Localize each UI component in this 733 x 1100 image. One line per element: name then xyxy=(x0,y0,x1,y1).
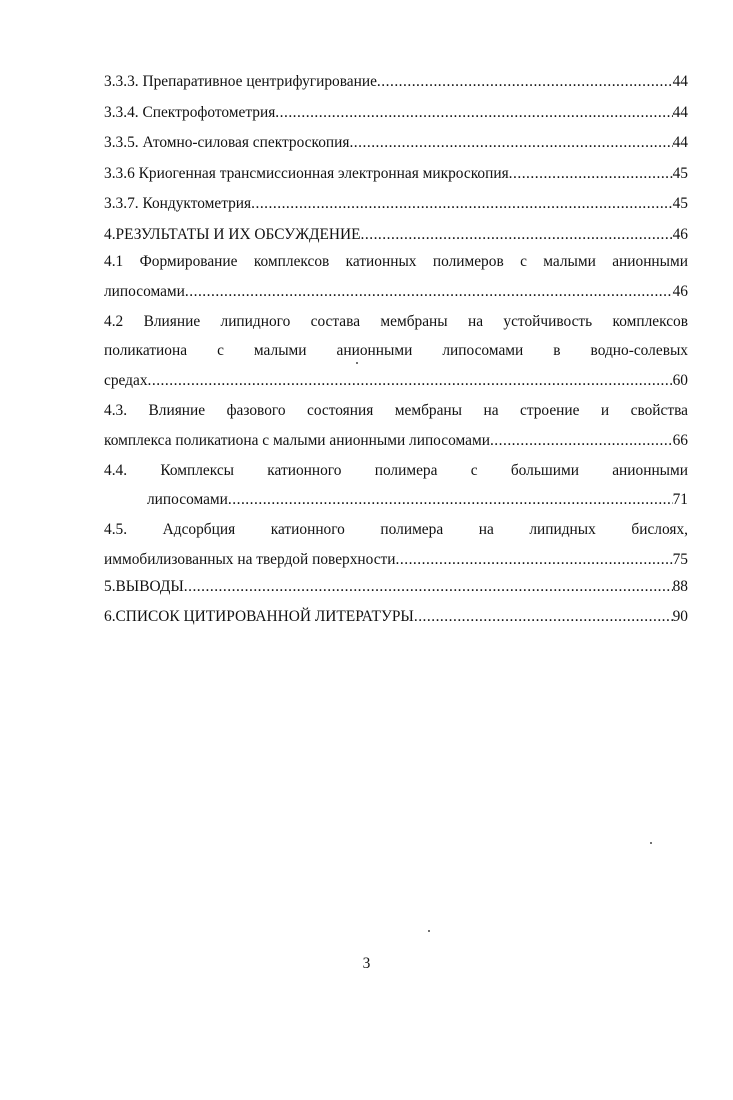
toc-entry-page: 45 xyxy=(672,195,688,212)
leader-dots xyxy=(414,605,673,630)
leader-dots xyxy=(396,545,673,575)
toc-entry-page: 66 xyxy=(672,431,688,449)
toc-entry-title: 4.РЕЗУЛЬТАТЫ И ИХ ОБСУЖДЕНИЕ xyxy=(104,225,361,243)
toc-entry-page: 60 xyxy=(672,372,688,390)
toc-entry-4-4-line1: 4.4. Комплексы катионного полимера с большими анионными xyxy=(104,461,688,479)
toc-entry-title-cont: липосомами xyxy=(104,282,185,300)
leader-dots xyxy=(361,223,673,248)
page-number: 3 xyxy=(362,955,371,972)
toc-entry-page: 44 xyxy=(672,103,688,121)
toc-entry-4-4-line2 xyxy=(104,485,688,515)
toc-entry-title: 3.3.4. Спектрофотометрия xyxy=(104,103,276,121)
toc-entry-title-cont: средах xyxy=(104,372,148,390)
toc-entry-page: 45 xyxy=(672,164,688,182)
scan-speck xyxy=(356,362,358,364)
toc-entry-3-3-5 xyxy=(104,131,688,156)
toc-entry-title-cont: иммобилизованных на твердой поверхности xyxy=(104,550,396,568)
toc-entry-4-5-line1: 4.5. Адсорбция катионного полимера на липидных бислоях, xyxy=(104,521,688,539)
toc-entry-title: 3.3.3. Препаративное центрифугирование xyxy=(104,73,377,90)
toc-entry-4-2-line3 xyxy=(104,366,688,396)
toc-entry-page: 44 xyxy=(672,134,688,151)
toc-entry-title: 3.3.5. Атомно-силовая спектроскопия xyxy=(104,134,350,151)
toc-entry-3-3-3 xyxy=(104,70,688,95)
toc-entry-4-1-line2 xyxy=(104,277,688,307)
leader-dots xyxy=(509,162,673,187)
toc-entry-4-2-line2: поликатиона с малыми анионными липосомами в водно-солевых xyxy=(104,342,688,360)
toc-entry-page: 46 xyxy=(672,225,688,243)
leader-dots xyxy=(184,575,673,600)
toc-entry-3-3-4 xyxy=(104,101,688,126)
toc-entry-page: 90 xyxy=(672,608,688,626)
toc-entry-title: 5.ВЫВОДЫ xyxy=(104,577,184,595)
toc-entry-page: 75 xyxy=(672,550,688,568)
toc-entry-4-3-line1: 4.3. Влияние фазового состояния мембраны на строение и свойства xyxy=(104,401,688,419)
leader-dots xyxy=(185,277,673,307)
toc-entry-title: 3.3.6 Криогенная трансмиссионная электронная микроскопия xyxy=(104,164,509,182)
toc-entry-3-3-7 xyxy=(104,192,688,217)
toc-entry-title: 3.3.7. Кондуктометрия xyxy=(104,195,252,212)
leader-dots xyxy=(275,101,672,126)
toc-entry-4-2-line1: 4.2 Влияние липидного состава мембраны на устойчивость комплексов xyxy=(104,312,688,330)
toc-entry-page: 88 xyxy=(672,577,688,595)
toc-entry-page: 44 xyxy=(672,73,688,90)
toc-entry-6 xyxy=(104,605,688,630)
leader-dots xyxy=(148,366,673,396)
toc-entry-4 xyxy=(104,223,688,248)
scan-speck xyxy=(650,842,652,844)
toc-entry-3-3-6 xyxy=(104,162,688,187)
table-of-contents xyxy=(104,70,688,630)
toc-entry-page: 46 xyxy=(672,282,688,300)
toc-entry-4-1-line1: 4.1 Формирование комплексов катионных полимеров с малыми анионными xyxy=(104,253,688,270)
toc-entry-4-3-line2 xyxy=(104,426,688,456)
toc-entry-title: 6.СПИСОК ЦИТИРОВАННОЙ ЛИТЕРАТУРЫ xyxy=(104,608,414,626)
leader-dots xyxy=(377,70,673,95)
leader-dots xyxy=(490,426,673,456)
scan-speck xyxy=(428,930,430,932)
leader-dots xyxy=(349,131,672,156)
toc-entry-page: 71 xyxy=(672,491,688,509)
toc-entry-title-cont: липосомами xyxy=(147,491,228,509)
toc-entry-5 xyxy=(104,575,688,600)
toc-entry-4-5-line2 xyxy=(104,545,688,575)
toc-entry-title-cont: комплекса поликатиона с малыми анионными липосомами xyxy=(104,431,490,449)
leader-dots xyxy=(228,485,673,515)
leader-dots xyxy=(251,192,672,217)
